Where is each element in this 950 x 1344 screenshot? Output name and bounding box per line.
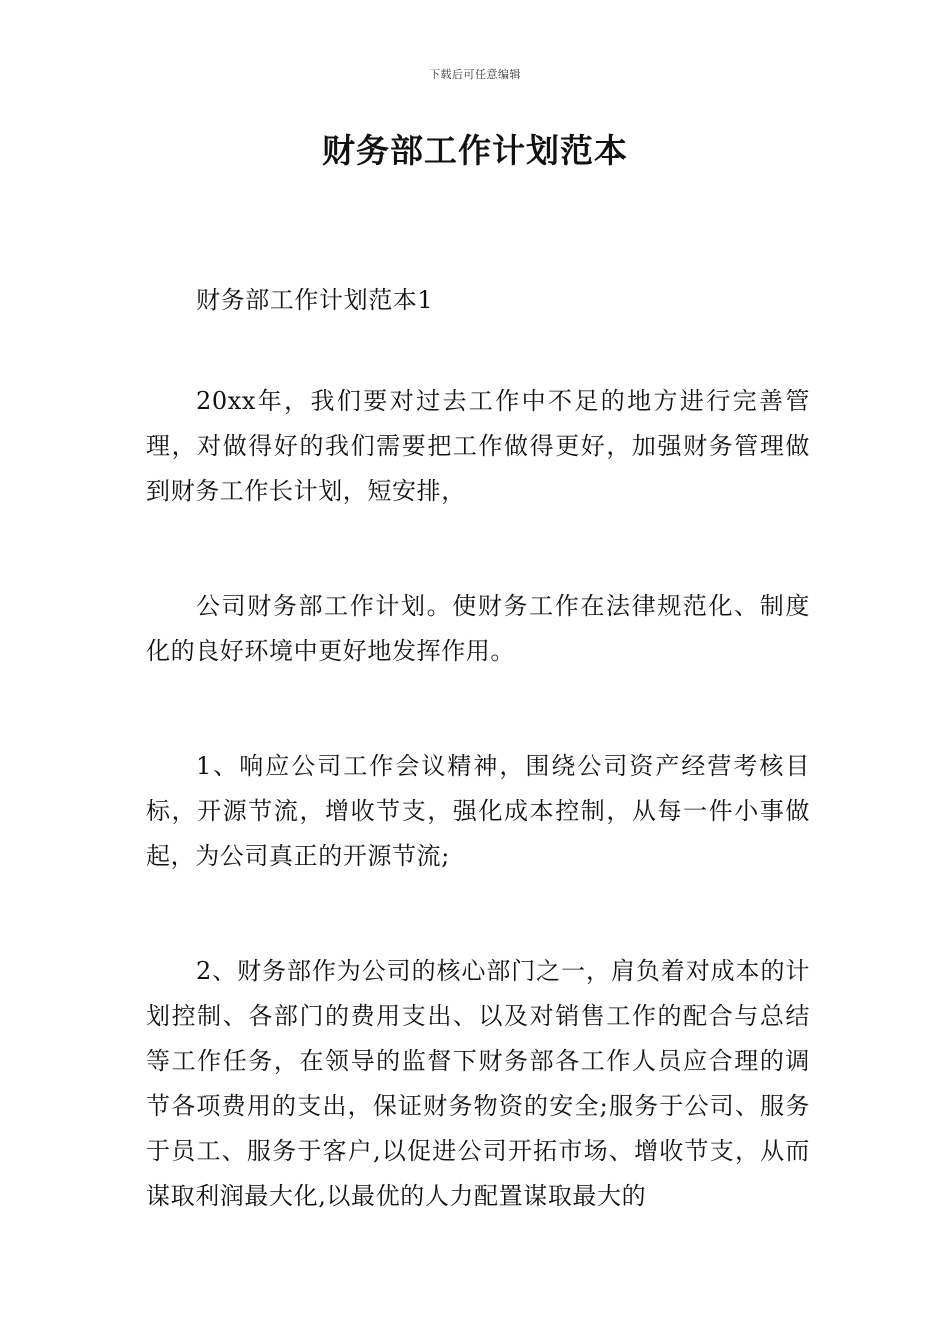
paragraph-item-2: 2、财务部作为公司的核心部门之一，肩负着对成本的计划控制、各部门的费用支出、以及对销售工作的配合与总结等工作任务，在领导的监督下财务部各工作人员应合理的调节各项费用的支出，保证财务物资的安全;服务于公司、服务于员工、服务于客户,以促进公司开拓市场、增收节支，从而谋取利润最大化,以最优的人力配置谋取最大的 (146, 957, 810, 1210)
header-note: 下载后可任意编辑 (429, 68, 521, 81)
paragraph-purpose: 公司财务部工作计划。使财务工作在法律规范化、制度化的良好环境中更好地发挥作用。 (146, 592, 810, 665)
section-heading: 财务部工作计划范本1 (196, 286, 434, 314)
document-title: 财务部工作计划范本 (322, 131, 628, 170)
paragraph-item-1: 1、响应公司工作会议精神，围绕公司资产经营考核目标，开源节流，增收节支，强化成本控制，从每一件小事做起，为公司真正的开源节流; (146, 752, 810, 870)
document-body (146, 278, 810, 1289)
paragraph-intro: 20xx年，我们要对过去工作中不足的地方进行完善管理，对做得好的我们需要把工作做得更好，加强财务管理做到财务工作长计划，短安排， (146, 387, 810, 505)
